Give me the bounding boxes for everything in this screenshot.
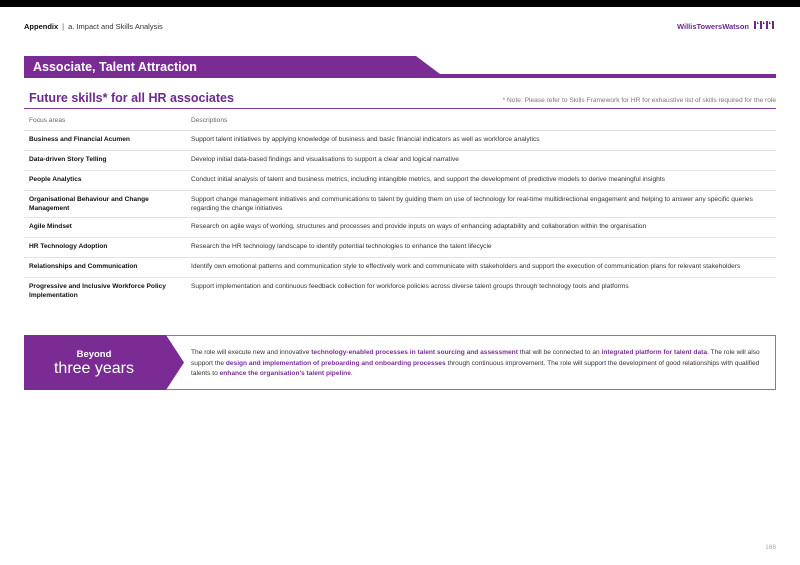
callout-text-part: . [350, 370, 353, 377]
focus-area: Business and Financial Acumen [24, 131, 186, 151]
table-row [24, 131, 776, 151]
callout-highlight: integrated platform for talent data [601, 349, 707, 356]
focus-area: Agile Mindset [24, 218, 186, 238]
table-row [24, 171, 776, 191]
page-number: 168 [765, 544, 776, 551]
breadcrumb-subsection: a. Impact and Skills Analysis [68, 22, 163, 31]
breadcrumb [24, 22, 163, 31]
company-logo [677, 21, 776, 31]
logo-text: WillisTowersWatson [676, 21, 749, 31]
focus-area: People Analytics [24, 171, 186, 191]
callout-description [191, 348, 767, 380]
table-row [24, 258, 776, 278]
table-row [24, 191, 776, 218]
description: Research on agile ways of working, structures and processes and provide inputs on ways of enhancing adaptability and collaboration within the organisation [186, 218, 776, 238]
focus-area: Organisational Behaviour and Change Management [24, 191, 186, 218]
outlook-callout [24, 335, 776, 390]
description: Develop initial data-based findings and visualisations to support a clear and logical narrative [186, 151, 776, 171]
breadcrumb-section: Appendix [24, 22, 59, 31]
table-row [24, 151, 776, 171]
description: Support implementation and continuous feedback collection for workforce policies across diverse talent groups through technology tools and platforms [191, 283, 629, 290]
description: Support change management initiatives and communications to talent by guiding them on use of technology for real-time multidirectional engagement and helping to answer any specific queries regarding the change initiatives [186, 191, 776, 218]
callout-beyond-label: Beyond [76, 349, 112, 360]
callout-highlight: enhance the organisation's talent pipeline [219, 370, 351, 377]
table-header-row [24, 112, 776, 131]
banner-title: Associate, Talent Attraction [33, 60, 197, 74]
column-header-descriptions: Descriptions [186, 112, 776, 131]
callout-text-part: . The role will also support the [191, 349, 760, 367]
top-bar [0, 0, 800, 7]
focus-area: Relationships and Communication [24, 258, 186, 278]
focus-area: Progressive and Inclusive Workforce Policy Implementation [29, 283, 166, 299]
heading-divider [24, 108, 776, 109]
focus-area: Data-driven Story Telling [24, 151, 186, 171]
breadcrumb-separator: | [62, 22, 65, 31]
callout-text-part: The role will execute new and innovative [191, 349, 312, 356]
callout-highlight: technology-enabled processes in talent sourcing and assessment [311, 349, 518, 356]
callout-highlight: design and implementation of preboarding and onboarding processes [225, 359, 446, 367]
description: Research the HR technology landscape to identify potential technologies to enhance the talent lifecycle [186, 238, 776, 258]
section-heading: Future skills* for all HR associates [29, 91, 234, 105]
description: Conduct initial analysis of talent and business metrics, including intangible metrics, and support the development of predictive models to derive meaningful insights [186, 171, 776, 191]
table-row [24, 238, 776, 258]
section-note: * Note: Please refer to Skills Framework for HR for exhaustive list of skills required for the role [502, 97, 776, 104]
focus-area: HR Technology Adoption [24, 238, 186, 258]
description: Identify own emotional patterns and communication style to effectively work and communicate with stakeholders and support the execution of communication plans for relevant stakeholders [186, 258, 776, 278]
description: Support talent initiatives by applying knowledge of business and basic financial indicators as well as workforce analytics [186, 131, 776, 151]
callout-timeframe: three years [53, 360, 135, 377]
callout-text-part: that will be connected to an [517, 349, 602, 356]
logo-mark-icon [754, 21, 776, 31]
table-row [24, 218, 776, 238]
title-banner [24, 56, 776, 78]
table-row [24, 278, 776, 305]
callout-text-part: through continuous improvement. The role will support the development of good relationships with qualified talents to [191, 359, 760, 377]
skills-table [24, 112, 776, 304]
column-header-focus-areas: Focus areas [24, 112, 186, 131]
